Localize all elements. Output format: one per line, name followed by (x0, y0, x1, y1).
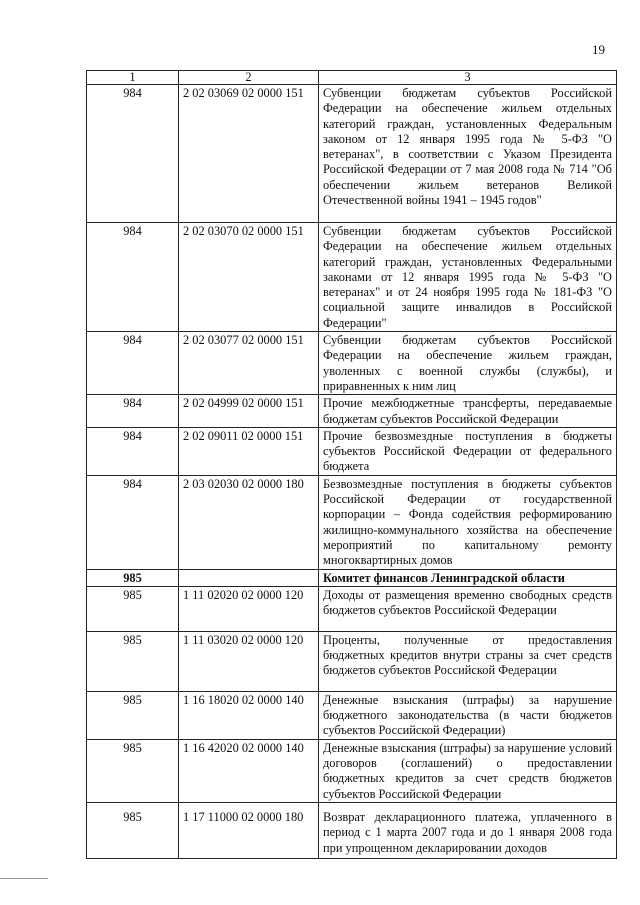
table-row (87, 802, 617, 858)
revenue-classification-table (86, 70, 617, 859)
column-header-admin: 1 (87, 71, 179, 85)
column-header-code: 2 (179, 71, 319, 85)
table-row (87, 332, 617, 395)
group-title-cell: Комитет финансов Ленинградской области (319, 569, 617, 586)
table-row (87, 631, 617, 691)
revenue-name-cell: Денежные взыскания (штрафы) за нарушение бюджетного законодательства (в части бюджетов субъектов Российской Федерации) (319, 691, 617, 739)
admin-code-cell: 984 (87, 85, 179, 223)
revenue-name-cell: Субвенции бюджетам субъектов Российской Федерации на обеспечение жильем отдельных категорий граждан, установленных Федеральным законом от 12 января 1995 года № 5-ФЗ "О ветеранах", в соответствии с Указом Президента Российской Федерации от 7 мая 2008 года № 714 "Об обеспечении жильем ветеранов Великой Отечественной войны 1941 – 1945 годов" (319, 85, 617, 223)
table-row (87, 395, 617, 428)
revenue-code-cell: 2 02 03069 02 0000 151 (179, 85, 319, 223)
revenue-code-cell: 1 11 02020 02 0000 120 (179, 586, 319, 631)
page-number: 19 (592, 42, 605, 57)
revenue-code-cell: 2 02 09011 02 0000 151 (179, 427, 319, 475)
table-row (87, 85, 617, 223)
admin-code-cell: 985 (87, 739, 179, 802)
revenue-name-cell: Безвозмездные поступления в бюджеты субъектов Российской Федерации от государственной корпорации – Фонда содействия реформированию жилищно-коммунального хозяйства на обеспечение мероприятий по капитальному ремонту многоквартирных домов (319, 475, 617, 569)
table-group-row (87, 569, 617, 586)
revenue-name-cell: Доходы от размещения временно свободных средств бюджетов субъектов Российской Федерации (319, 586, 617, 631)
revenue-code-cell: 2 02 03077 02 0000 151 (179, 332, 319, 395)
revenue-code-cell: 2 03 02030 02 0000 180 (179, 475, 319, 569)
admin-code-cell: 984 (87, 427, 179, 475)
page-edge-divider (0, 878, 48, 879)
table-row (87, 223, 617, 332)
revenue-name-cell: Прочие межбюджетные трансферты, передаваемые бюджетам субъектов Российской Федерации (319, 395, 617, 428)
revenue-code-cell: 1 11 03020 02 0000 120 (179, 631, 319, 691)
admin-code-cell: 984 (87, 475, 179, 569)
revenue-code-cell: 1 16 42020 02 0000 140 (179, 739, 319, 802)
admin-code-cell: 984 (87, 395, 179, 428)
revenue-name-cell: Денежные взыскания (штрафы) за нарушение условий договоров (соглашений) о предоставлении бюджетных кредитов за счет средств бюджетов субъектов Российской Федерации (319, 739, 617, 802)
table-row (87, 739, 617, 802)
table-header-row (87, 71, 617, 85)
admin-code-cell: 984 (87, 332, 179, 395)
revenue-code-cell (179, 569, 319, 586)
admin-code-cell: 985 (87, 802, 179, 858)
revenue-name-cell: Возврат декларационного платежа, уплаченного в период с 1 марта 2007 года и до 1 января 2008 года при упрощенном декларировании доходов (319, 802, 617, 858)
admin-code-cell: 985 (87, 586, 179, 631)
revenue-code-cell: 1 17 11000 02 0000 180 (179, 802, 319, 858)
revenue-name-cell: Прочие безвозмездные поступления в бюджеты субъектов Российской Федерации от федерального бюджета (319, 427, 617, 475)
revenue-code-cell: 2 02 04999 02 0000 151 (179, 395, 319, 428)
admin-code-cell: 985 (87, 569, 179, 586)
revenue-name-cell: Субвенции бюджетам субъектов Российской Федерации на обеспечение жильем отдельных категорий граждан, установленных Федеральными законами от 12 января 1995 года № 5-ФЗ "О ветеранах" и от 24 ноября 1995 года № 181-ФЗ "О социальной защите инвалидов в Российской Федерации" (319, 223, 617, 332)
table-row (87, 691, 617, 739)
revenue-code-cell: 2 02 03070 02 0000 151 (179, 223, 319, 332)
table-row (87, 427, 617, 475)
revenue-name-cell: Проценты, полученные от предоставления бюджетных кредитов внутри страны за счет средств бюджетов субъектов Российской Федерации (319, 631, 617, 691)
column-header-name: 3 (319, 71, 617, 85)
admin-code-cell: 984 (87, 223, 179, 332)
table-row (87, 586, 617, 631)
revenue-name-cell: Субвенции бюджетам субъектов Российской Федерации на обеспечение жильем граждан, уволенных с военной службы (службы), и приравненных к ним лиц (319, 332, 617, 395)
admin-code-cell: 985 (87, 691, 179, 739)
table-row (87, 475, 617, 569)
revenue-code-cell: 1 16 18020 02 0000 140 (179, 691, 319, 739)
admin-code-cell: 985 (87, 631, 179, 691)
